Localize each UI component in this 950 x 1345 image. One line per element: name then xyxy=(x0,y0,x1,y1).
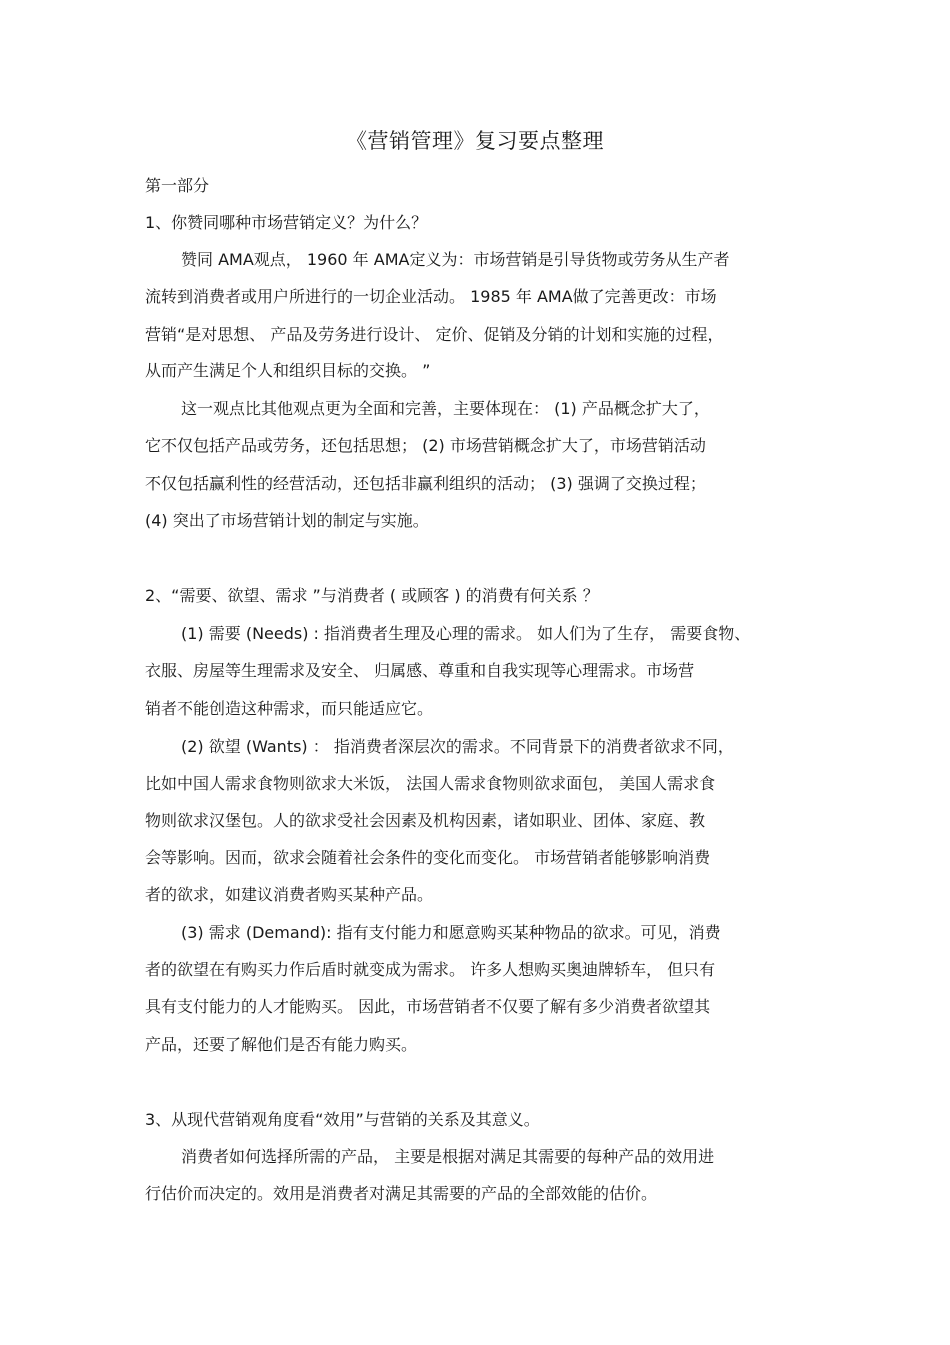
q1-para1-line-1: 赞同 AMA观点， 1960 年 AMA定义为：市场营销是引导货物或劳务从生产者 xyxy=(181,250,730,269)
question-1-heading: 1、你赞同哪种市场营销定义？为什么？ xyxy=(145,213,428,232)
q2-para3-line-4: 产品，还要了解他们是否有能力购买。 xyxy=(145,1035,418,1054)
q2-para3-line-2: 者的欲望在有购买力作后盾时就变成为需求。 许多人想购买奥迪牌轿车， 但只有 xyxy=(145,960,716,979)
q2-para2-line-2: 比如中国人需求食物则欲求大米饭， 法国人需求食物则欲求面包， 美国人需求食 xyxy=(145,774,716,793)
q1-para2-line-4: (4) 突出了市场营销计划的制定与实施。 xyxy=(145,511,429,530)
q3-para1-line-1: 消费者如何选择所需的产品， 主要是根据对满足其需要的每种产品的效用进 xyxy=(181,1147,715,1166)
q3-para1-line-2: 行估价而决定的。效用是消费者对满足其需要的产品的全部效能的估价。 xyxy=(145,1184,658,1203)
q2-para2-line-4: 会等影响。因而，欲求会随着社会条件的变化而变化。 市场营销者能够影响消费 xyxy=(145,848,711,867)
q2-para1-line-3: 销者不能创造这种需求，而只能适应它。 xyxy=(145,699,434,718)
question-2-heading: 2、“需要、欲望、需求 ”与消费者 ( 或顾客 ) 的消费有何关系 ？ xyxy=(145,586,599,605)
q2-para1-line-2: 衣服、房屋等生理需求及安全、 归属感、尊重和自我实现等心理需求。市场营 xyxy=(145,661,695,680)
q2-para2-line-1: (2) 欲望 (Wants) ： 指消费者深层次的需求。不同背景下的消费者欲求不同， xyxy=(181,737,734,756)
q2-para3-line-3: 具有支付能力的人才能购买。 因此，市场营销者不仅要了解有多少消费者欲望其 xyxy=(145,997,711,1016)
q2-para2-line-5: 者的欲求，如建议消费者购买某种产品。 xyxy=(145,885,434,904)
q1-para2-line-3: 不仅包括赢利性的经营活动，还包括非赢利组织的活动； (3) 强调了交换过程； xyxy=(145,474,706,493)
q2-para2-line-3: 物则欲求汉堡包。人的欲求受社会因素及机构因素，诸如职业、团体、家庭、教 xyxy=(145,811,706,830)
q2-para3-line-1: (3) 需求 (Demand): 指有支付能力和愿意购买某种物品的欲求。可见，消费 xyxy=(181,923,721,942)
q1-para2-line-2: 它不仅包括产品或劳务，还包括思想； (2) 市场营销概念扩大了，市场营销活动 xyxy=(145,436,706,455)
q1-para2-line-1: 这一观点比其他观点更为全面和完善，主要体现在： (1) 产品概念扩大了， xyxy=(181,399,710,418)
q1-para1-line-4: 从而产生满足个人和组织目标的交换。 ” xyxy=(145,361,431,380)
part-label: 第一部分 xyxy=(145,176,210,195)
document-title: 《营销管理》复习要点整理 xyxy=(346,129,604,153)
q1-para1-line-2: 流转到消费者或用户所进行的一切企业活动。 1985 年 AMA做了完善更改：市场 xyxy=(145,287,717,306)
q2-para1-line-1: (1) 需要 (Needs) : 指消费者生理及心理的需求。 如人们为了生存， 需要食物、 xyxy=(181,624,751,643)
question-3-heading: 3、从现代营销观角度看“效用”与营销的关系及其意义。 xyxy=(145,1110,540,1129)
q1-para1-line-3: 营销“是对思想、 产品及劳务进行设计、 定价、促销及分销的计划和实施的过程， xyxy=(145,325,724,344)
